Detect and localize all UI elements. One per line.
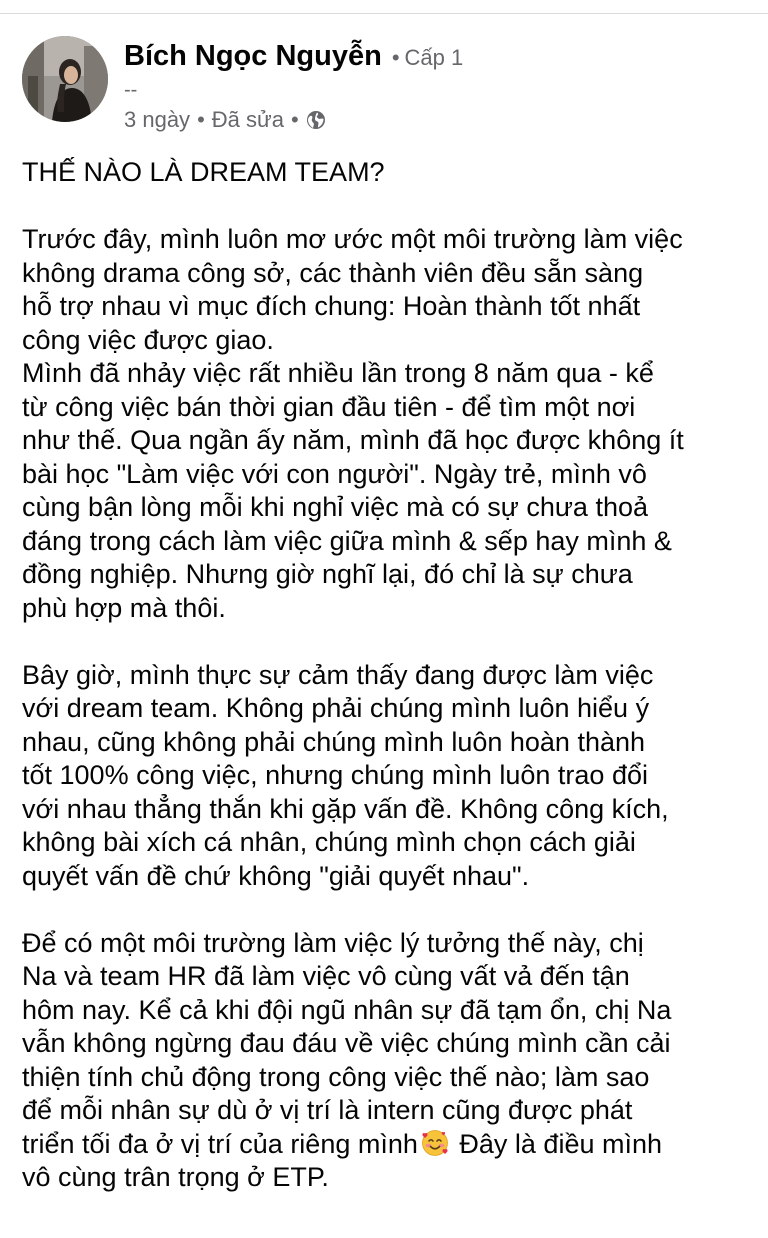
post-body: [22, 156, 758, 1195]
user-avatar-photo: [22, 36, 108, 122]
post-paragraph-2: Mình đã nhảy việc rất nhiều lần trong 8 năm qua - kể từ công việc bán thời gian đầu tiên - để tìm một nơi như thế. Qua ngần ấy năm, mình đã học được không ít bài học "Làm việc với con người". Ngày trẻ, mình vô cùng bận lòng mỗi khi nghỉ việc mà có sự chưa thoả đáng trong cách làm việc giữa mình & sếp hay mình & đồng nghiệp. Nhưng giờ nghĩ lại, đó chỉ là sự chưa phù hợp mà thôi.: [22, 358, 684, 623]
author-level-badge: Cấp 1: [404, 45, 464, 70]
author-name[interactable]: Bích Ngọc Nguyễn: [124, 40, 382, 72]
post-header: [22, 36, 742, 140]
post-paragraph-1: Trước đây, mình luôn mơ ước một môi trường làm việc không drama công sở, các thành viên đều sẵn sàng hỗ trợ nhau vì mục đích chung: Hoàn thành tốt nhất công việc được giao.: [22, 224, 683, 355]
post-time[interactable]: 3 ngày: [124, 107, 191, 132]
post-paragraph-4-text: Để có một môi trường làm việc lý tưởng thế này, chị Na và team HR đã làm việc vô cùng vất vả đến tận hôm nay. Kể cả khi đội ngũ nhân sự đã tạm ổn, chị Na vẫn không ngừng đau đáu về việc chúng mình cần cải thiện tính chủ động trong công việc thế nào; làm sao để mỗi nhân sự dù ở vị trí là intern cũng được phát triển tối đa ở vị trí của riêng mình: [22, 927, 672, 1159]
post-paragraph-4-end: Đây là điều mình vô cùng trân trọng ở ETP.: [22, 1128, 662, 1192]
post-title: THẾ NÀO LÀ DREAM TEAM?: [22, 157, 385, 187]
author-subtitle: --: [124, 79, 138, 101]
dot-separator: •: [391, 45, 400, 70]
dot-separator: •: [290, 107, 299, 132]
top-divider: [0, 13, 768, 14]
dot-separator: •: [197, 107, 205, 132]
post-paragraph-3: Bây giờ, mình thực sự cảm thấy đang được làm việc với dream team. Không phải chúng mình luôn hiểu ý nhau, cũng không phải chúng mình luôn hoàn thành tốt 100% công việc, nhưng chúng mình luôn trao đổi với nhau thẳng thắn khi gặp vấn đề. Không công kích, không bài xích cá nhân, chúng mình chọn cách giải quyết vấn đề chứ không "giải quyết nhau".: [22, 659, 669, 891]
post-paragraph-4: [22, 927, 758, 1195]
smiling-face-with-hearts-icon: [420, 1128, 450, 1158]
edited-label[interactable]: Đã sửa: [211, 107, 284, 132]
post-meta: [124, 106, 326, 134]
globe-icon[interactable]: [306, 110, 326, 130]
author-line: [124, 38, 463, 79]
avatar[interactable]: [22, 36, 108, 122]
